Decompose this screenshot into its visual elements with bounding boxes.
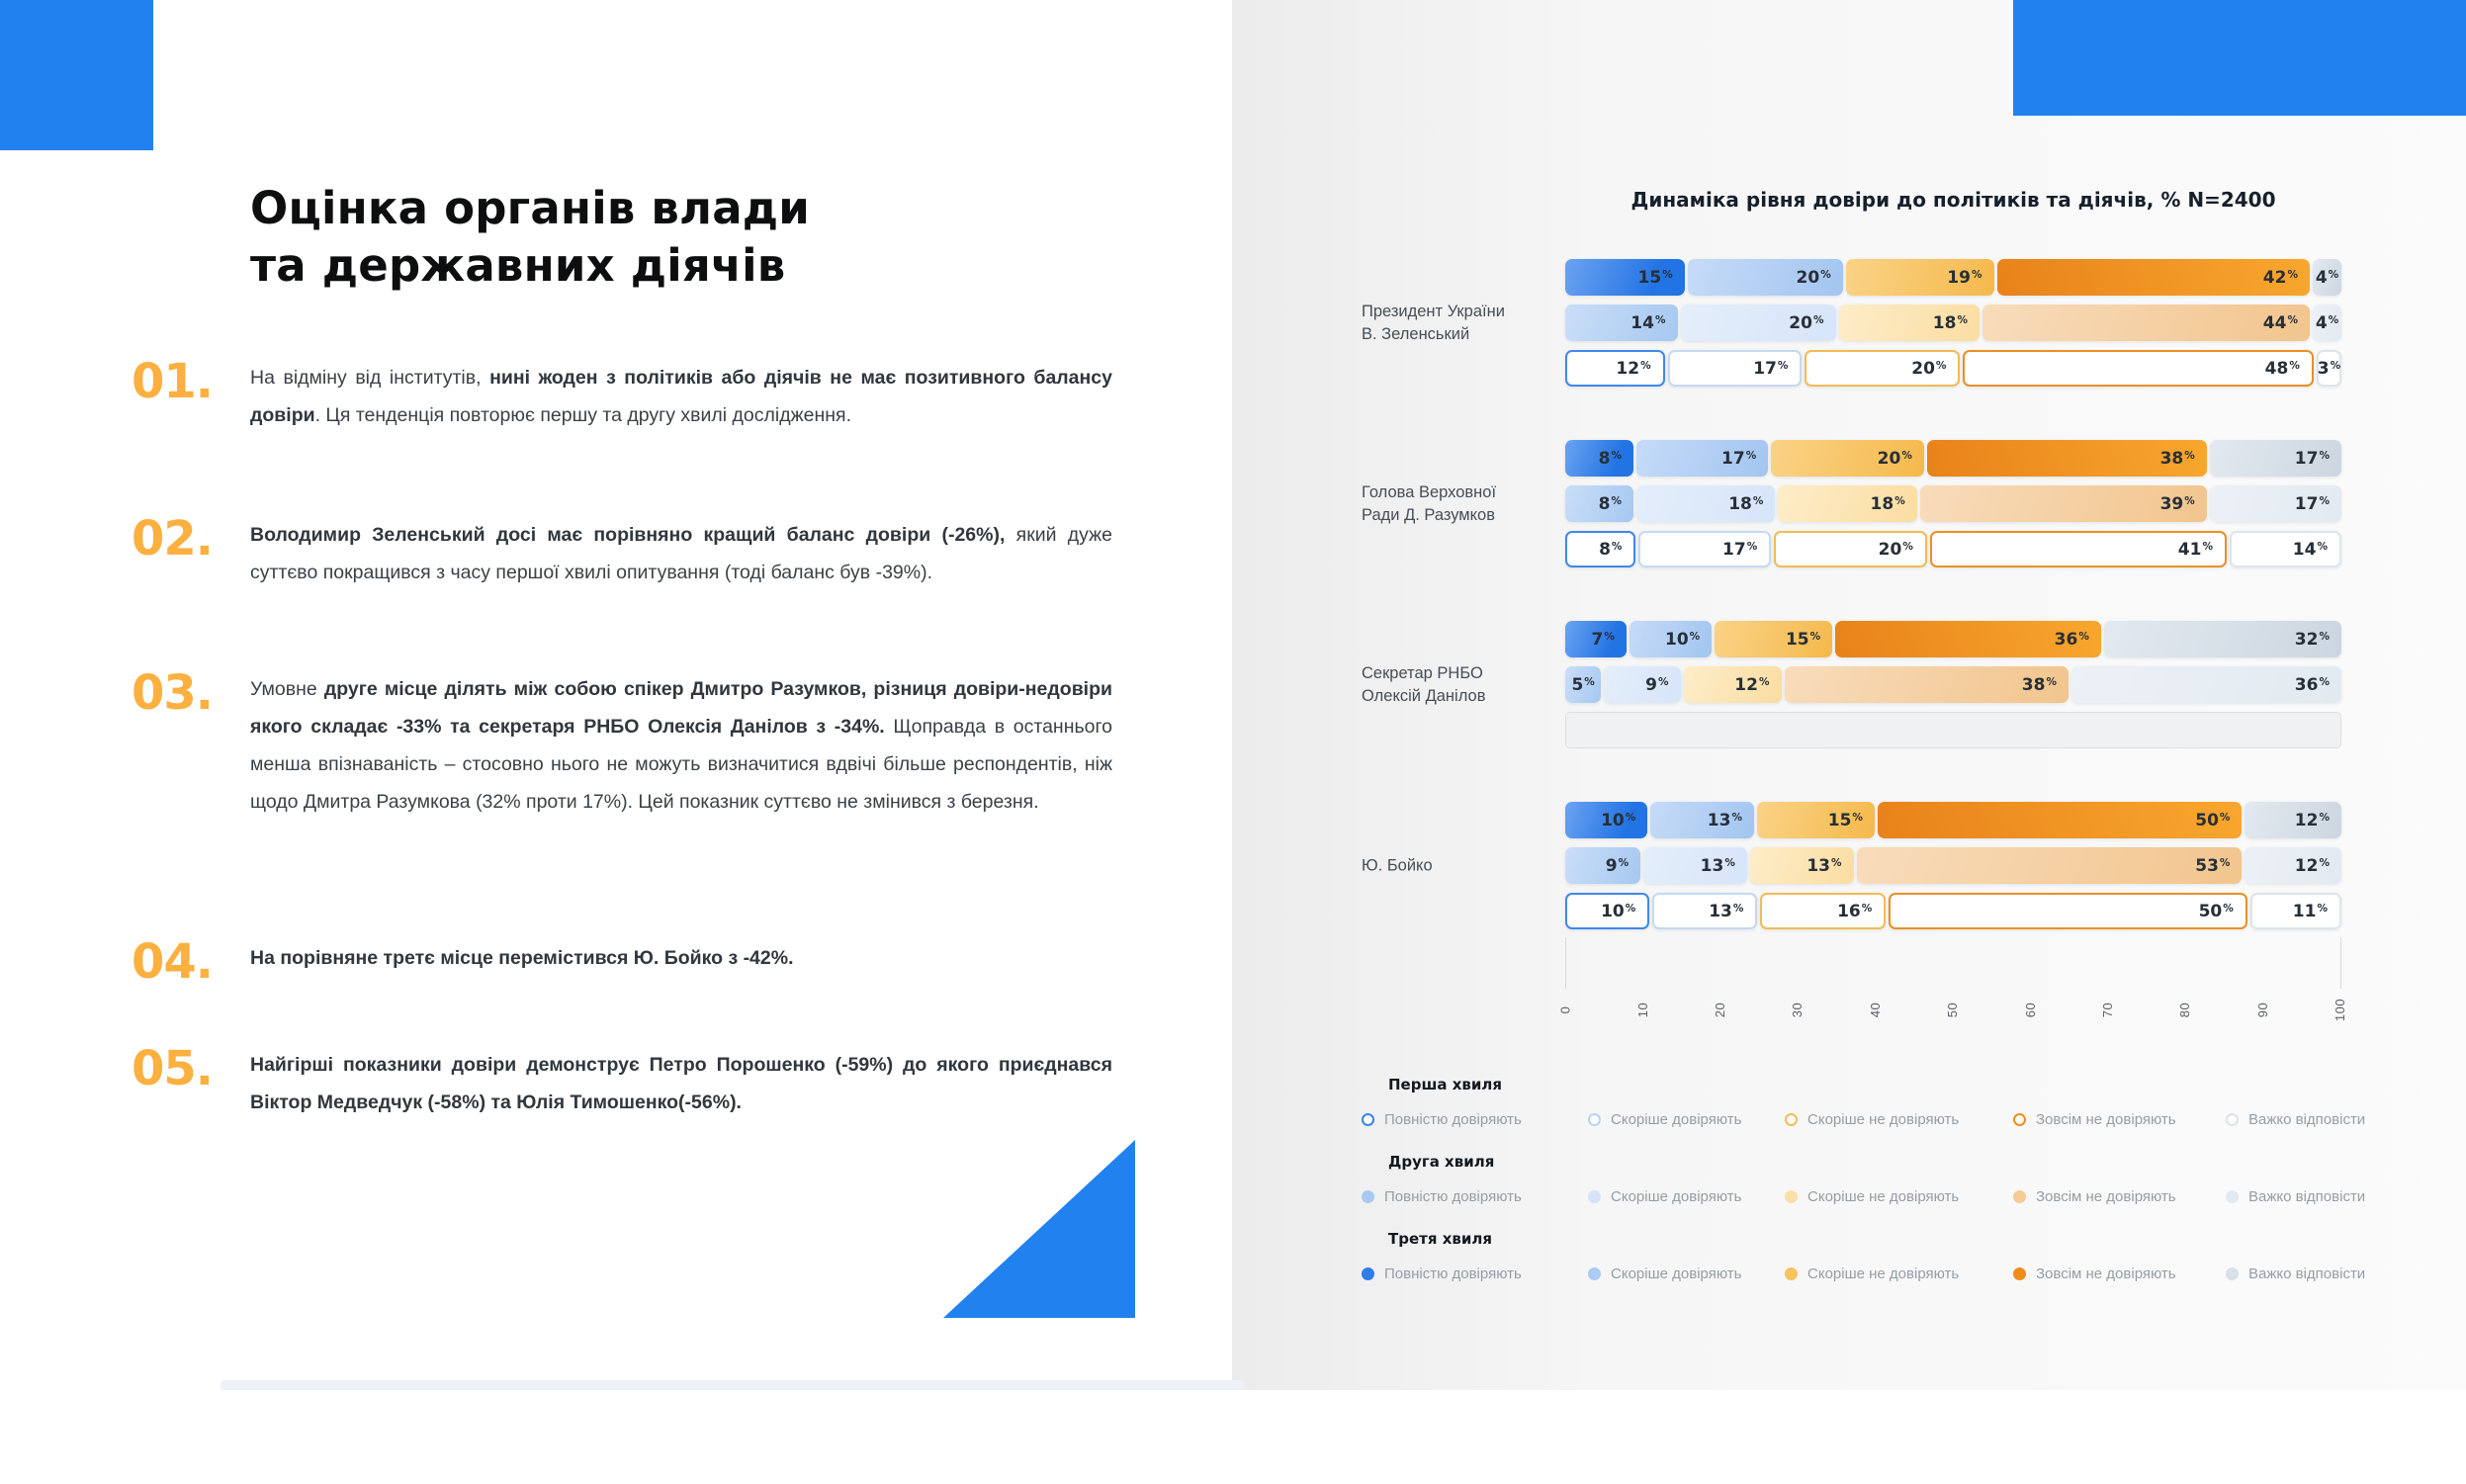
- bar-segment: [1565, 802, 1647, 838]
- bar-segment: [1565, 531, 1635, 567]
- x-axis-tick-label: 10: [1634, 1002, 1650, 1017]
- bar-value: 20%: [1796, 267, 1831, 288]
- chart-legend: [1362, 1076, 2410, 1307]
- bar-value: 13%: [1806, 855, 1842, 876]
- chart-group-rows: [1565, 259, 2341, 387]
- x-axis-tick-label: 40: [1868, 1002, 1884, 1017]
- text-segment: На відміну від інститутів,: [250, 367, 490, 389]
- bar-segment: [1774, 531, 1927, 567]
- bar-row-first-wave: [1565, 893, 2341, 929]
- bar-value: 15%: [1827, 810, 1863, 830]
- legend-swatch-icon: [2013, 1267, 2026, 1280]
- bar-value: 50%: [2198, 901, 2234, 921]
- legend-swatch-icon: [1362, 1267, 1374, 1280]
- bar-segment: [1757, 802, 1875, 838]
- bar-value: 20%: [1911, 358, 1947, 379]
- bar-row-third-wave: [1565, 440, 2341, 477]
- legend-item: [2013, 1188, 2176, 1205]
- bar-segment: [1565, 259, 1685, 296]
- text-segment: друге місце ділять між собою спікер Дмитро Разумков, різниця довіри-недовіри якого складає -33% та секретаря РНБО Олексія Данілов з -34%.: [250, 678, 1112, 738]
- legend-label: Зовсім не довіряють: [2036, 1188, 2176, 1205]
- bar-segment: [1835, 621, 2101, 657]
- bar-value: 11%: [2292, 901, 2328, 921]
- bar-value: 15%: [1637, 267, 1673, 288]
- legend-swatch-icon: [1588, 1267, 1601, 1280]
- bar-value: 5%: [1571, 674, 1595, 695]
- bar-value: 38%: [2159, 448, 2195, 469]
- x-axis-tick: [1545, 987, 1585, 1032]
- text-segment: Найгірші показники довіри демонструє Петро Порошенко (-59%) до якого приєднався Віктор Медведчук (-58%) та Юлія Тимошенко(-56%).: [250, 1054, 1112, 1113]
- point-01: [132, 354, 1115, 434]
- legend-item: [2013, 1266, 2176, 1282]
- x-axis-tick: [2165, 987, 2205, 1032]
- plot-right-edge-line: [2340, 937, 2341, 989]
- chart-group-label-line: Секретар РНБО: [1362, 663, 1483, 682]
- x-axis-tick-label: 60: [2022, 1002, 2038, 1017]
- legend-label: Скоріше не довіряють: [1807, 1111, 1960, 1128]
- bar-value: 50%: [2195, 810, 2231, 830]
- legend-swatch-icon: [1362, 1190, 1374, 1203]
- decor-blue-triangle: [943, 1140, 1135, 1318]
- legend-swatch-icon: [1588, 1113, 1601, 1126]
- x-axis-tick: [1856, 987, 1895, 1032]
- x-axis-tick-label: 80: [2177, 1002, 2193, 1017]
- x-axis-tick-label: 90: [2255, 1002, 2271, 1017]
- chart-group: [1362, 440, 2350, 567]
- text-segment: Умовне: [250, 678, 324, 700]
- chart-group-rows: [1565, 621, 2341, 748]
- legend-label: Зовсім не довіряють: [2036, 1111, 2176, 1128]
- x-axis-tick: [1933, 987, 1973, 1032]
- text-segment: . Ця тенденція повторює першу та другу хвилі дослідження.: [314, 404, 852, 426]
- bar-value: 19%: [1947, 267, 1982, 288]
- bar-segment: [2071, 666, 2341, 703]
- text-segment: Володимир Зеленський досі має порівняно кращий баланс довіри (-26%),: [250, 524, 1006, 546]
- bar-segment: [1805, 350, 1960, 387]
- bar-row-third-wave: [1565, 259, 2341, 296]
- chart-group-label-line: Олексій Данілов: [1362, 686, 1486, 705]
- point-01-text: [250, 359, 1112, 434]
- bar-segment: [1927, 440, 2207, 477]
- legend-label: Важко відповісти: [2248, 1266, 2366, 1282]
- bar-segment: [1638, 531, 1771, 567]
- bar-value: 17%: [2294, 448, 2330, 469]
- chart-group-label-line: Президент України: [1362, 302, 1505, 320]
- point-05-number: 05.: [132, 1041, 214, 1096]
- x-axis-tick-label: 50: [1945, 1002, 1961, 1017]
- bar-segment: [2104, 621, 2341, 657]
- point-02: [132, 511, 1115, 591]
- legend-label: Повністю довіряють: [1384, 1111, 1522, 1128]
- page-title: [250, 180, 942, 295]
- page-title-line-1: Оцінка органів влади: [250, 182, 811, 234]
- bar-value: 17%: [1753, 358, 1789, 379]
- legend-item: [2013, 1111, 2176, 1128]
- bar-segment: [1889, 893, 2247, 929]
- bar-segment: [1668, 350, 1803, 387]
- bar-row-third-wave: [1565, 802, 2341, 838]
- bar-segment: [1636, 485, 1775, 522]
- x-axis-tick-label: 30: [1790, 1002, 1805, 1017]
- legend-label: Зовсім не довіряють: [2036, 1266, 2176, 1282]
- legend-label: Повністю довіряють: [1384, 1188, 1522, 1205]
- point-05: [132, 1041, 1115, 1121]
- x-axis-tick-label: 100: [2333, 998, 2348, 1021]
- legend-row: [1362, 1111, 2410, 1131]
- bar-value: 7%: [1591, 629, 1615, 650]
- bar-segment: [1785, 666, 2070, 703]
- bar-segment: [1684, 666, 1782, 703]
- x-axis-tick: [2321, 987, 2360, 1032]
- point-02-number: 02.: [132, 511, 214, 567]
- bar-value: 41%: [2177, 539, 2213, 560]
- bar-value: 13%: [1709, 901, 1744, 921]
- bar-value: 44%: [2262, 312, 2298, 333]
- chart-group-label-line: В. Зеленський: [1362, 324, 1470, 343]
- legend-label: Скоріше довіряють: [1611, 1266, 1742, 1282]
- bar-row-second-wave: [1565, 666, 2341, 703]
- bar-value: 53%: [2195, 855, 2231, 876]
- bar-segment: [1930, 531, 2227, 567]
- chart-group-rows: [1565, 440, 2341, 567]
- legend-swatch-icon: [1785, 1190, 1798, 1203]
- bar-segment: [2245, 847, 2341, 884]
- bar-value: 17%: [1722, 539, 1758, 560]
- text-segment: нині жоден з політиків або діячів не має позитивного балансу довіри: [250, 367, 1112, 426]
- trust-bar-chart: [1362, 259, 2350, 929]
- bar-value: 18%: [1728, 493, 1764, 514]
- point-05-text: [250, 1046, 1112, 1121]
- legend-swatch-icon: [2013, 1113, 2026, 1126]
- bar-value: 10%: [1665, 629, 1701, 650]
- bar-segment: [2210, 485, 2341, 522]
- legend-label: Важко відповісти: [2248, 1188, 2366, 1205]
- bar-row-second-wave: [1565, 847, 2341, 884]
- legend-label: Скоріше довіряють: [1611, 1188, 1742, 1205]
- chart-group-rows: [1565, 802, 2341, 929]
- decor-bottom-strip: [220, 1380, 1244, 1390]
- legend-label: Скоріше довіряють: [1611, 1111, 1742, 1128]
- bar-value: 8%: [1598, 493, 1623, 514]
- legend-item: [1785, 1266, 1959, 1282]
- x-axis-tick: [2010, 987, 2050, 1032]
- bar-segment: [1565, 666, 1601, 703]
- decor-blue-square: [0, 0, 153, 150]
- point-03: [132, 665, 1115, 821]
- chart-group: [1362, 621, 2350, 748]
- legend-swatch-icon: [2013, 1190, 2026, 1203]
- point-04-number: 04.: [132, 934, 214, 990]
- legend-item: [2226, 1111, 2365, 1128]
- text-segment: На порівняне третє місце перемістився Ю. Бойко з -42%.: [250, 947, 794, 969]
- bar-value: 48%: [2264, 358, 2300, 379]
- bar-segment: [2317, 350, 2341, 387]
- bar-value: 8%: [1598, 448, 1623, 469]
- bar-segment: [1771, 440, 1924, 477]
- bar-segment: [1750, 847, 1854, 884]
- text-segment: який дуже суттєво покращився з часу першої хвилі опитування (тоді баланс був -39%).: [250, 524, 1112, 583]
- bar-row-first-wave: [1565, 531, 2341, 567]
- chart-group-label: [1362, 854, 1555, 877]
- legend-item: [1362, 1188, 1522, 1205]
- legend-label: Важко відповісти: [2248, 1111, 2366, 1128]
- bar-value: 14%: [2292, 539, 2328, 560]
- bar-value: 12%: [2294, 810, 2330, 830]
- legend-row: [1362, 1188, 2410, 1208]
- legend-item: [1588, 1111, 1741, 1128]
- bar-segment: [1963, 350, 2313, 387]
- legend-swatch-icon: [2226, 1190, 2239, 1203]
- decor-dots-bottom: [133, 1172, 215, 1484]
- bar-segment: [1846, 259, 1994, 296]
- bar-segment: [1650, 802, 1754, 838]
- bar-value: 14%: [1630, 312, 1666, 333]
- legend-item: [1362, 1266, 1522, 1282]
- bar-segment: [1565, 440, 1633, 477]
- legend-item: [1785, 1188, 1959, 1205]
- x-axis-tick-label: 70: [2100, 1002, 2116, 1017]
- bar-segment: [2230, 531, 2341, 567]
- legend-item: [1785, 1111, 1959, 1128]
- bar-segment: [1688, 259, 1843, 296]
- bar-segment: [2313, 305, 2341, 341]
- bar-segment: [1643, 847, 1747, 884]
- chart-group: [1362, 802, 2350, 929]
- bar-value: 42%: [2262, 267, 2298, 288]
- bar-value: 4%: [2315, 267, 2339, 288]
- legend-swatch-icon: [1588, 1190, 1601, 1203]
- point-03-number: 03.: [132, 665, 214, 721]
- bar-value: 13%: [1707, 810, 1742, 830]
- bar-value: 9%: [1645, 674, 1669, 695]
- bar-value: 12%: [1734, 674, 1770, 695]
- bar-value: 3%: [2317, 358, 2341, 379]
- legend-swatch-icon: [2226, 1267, 2239, 1280]
- text-segment: Щоправда в останнього менша впізнаваність – стосовно нього не можуть визначитися вдвічі більше респондентів, ніж щодо Дмитра Разумкова (32% проти 17%). Цей показник суттєво не змінився з березня.: [250, 716, 1113, 813]
- x-axis-tick: [2244, 987, 2283, 1032]
- bar-value: 10%: [1601, 901, 1636, 921]
- bar-segment: [1839, 305, 1981, 341]
- chart-group-label: [1362, 301, 1555, 346]
- bar-row-second-wave: [1565, 305, 2341, 341]
- bar-value: 38%: [2021, 674, 2057, 695]
- legend-label: Скоріше не довіряють: [1807, 1266, 1960, 1282]
- bar-value: 16%: [1837, 901, 1873, 921]
- point-02-text: [250, 516, 1112, 591]
- bar-value: 10%: [1601, 810, 1636, 830]
- bar-value: 20%: [1877, 448, 1912, 469]
- x-axis: [1557, 987, 2348, 1032]
- legend-wave-header: Перша хвиля: [1388, 1076, 1503, 1093]
- point-04-text: [250, 939, 1112, 977]
- legend-swatch-icon: [2226, 1113, 2239, 1126]
- bar-value: 12%: [1616, 358, 1651, 379]
- bar-row-second-wave: [1565, 485, 2341, 522]
- legend-swatch-icon: [1785, 1113, 1798, 1126]
- chart-title: Динаміка рівня довіри до політиків та діячів, % N=2400: [1630, 188, 2276, 212]
- plot-left-edge-line: [1565, 937, 1566, 989]
- bar-segment: [2250, 893, 2341, 929]
- chart-group-label-line: Голова Верховної: [1362, 482, 1497, 501]
- bar-segment: [1565, 305, 1678, 341]
- bar-value: 36%: [2054, 629, 2089, 650]
- bar-row-first-wave: [1565, 350, 2341, 387]
- bar-segment: [2210, 440, 2341, 477]
- bar-segment: [1604, 666, 1680, 703]
- bar-segment: [2313, 259, 2341, 296]
- legend-item: [1362, 1111, 1522, 1128]
- legend-item: [1588, 1266, 1741, 1282]
- bar-value: 32%: [2294, 629, 2330, 650]
- bar-value: 18%: [1932, 312, 1968, 333]
- decor-dots-top: [1281, 20, 1509, 113]
- bar-value: 36%: [2294, 674, 2330, 695]
- decor-blue-rect-top-right: [2013, 0, 2466, 116]
- chart-group-label: [1362, 481, 1555, 527]
- bar-value: 39%: [2159, 493, 2195, 514]
- bar-value: 20%: [1789, 312, 1824, 333]
- legend-label: Повністю довіряють: [1384, 1266, 1522, 1282]
- bar-segment: [1565, 621, 1627, 657]
- x-axis-tick-label: 20: [1713, 1002, 1728, 1017]
- bar-value: 13%: [1700, 855, 1735, 876]
- bar-segment: [1715, 621, 1832, 657]
- x-axis-tick: [2088, 987, 2128, 1032]
- bar-segment: [1565, 893, 1649, 929]
- point-03-text: [250, 670, 1112, 821]
- bar-segment: [1920, 485, 2207, 522]
- bar-value: 12%: [2294, 855, 2330, 876]
- bar-segment: [1565, 485, 1633, 522]
- legend-label: Скоріше не довіряють: [1807, 1188, 1960, 1205]
- legend-wave-header: Третя хвиля: [1388, 1230, 1492, 1248]
- bar-row-empty: [1565, 712, 2341, 748]
- point-01-number: 01.: [132, 354, 214, 409]
- chart-group-label-line: Ради Д. Разумков: [1362, 505, 1495, 524]
- point-04: [132, 934, 1115, 990]
- bar-value: 15%: [1785, 629, 1821, 650]
- bar-segment: [1778, 485, 1916, 522]
- x-axis-tick: [1623, 987, 1662, 1032]
- x-axis-tick: [1778, 987, 1817, 1032]
- legend-row: [1362, 1266, 2410, 1285]
- legend-item: [2226, 1266, 2365, 1282]
- x-axis-tick-label: 0: [1557, 1005, 1573, 1013]
- bar-row-third-wave: [1565, 621, 2341, 657]
- legend-swatch-icon: [1362, 1113, 1374, 1126]
- bar-value: 17%: [2294, 493, 2330, 514]
- bar-value: 8%: [1599, 539, 1623, 560]
- legend-wave-header: Друга хвиля: [1388, 1153, 1495, 1171]
- bar-value: 20%: [1878, 539, 1913, 560]
- bar-segment: [1878, 802, 2243, 838]
- bar-segment: [1629, 621, 1712, 657]
- bar-segment: [1760, 893, 1886, 929]
- bar-value: 4%: [2315, 312, 2339, 333]
- bar-segment: [1652, 893, 1757, 929]
- bar-segment: [1636, 440, 1768, 477]
- bar-segment: [1857, 847, 2243, 884]
- bar-segment: [1982, 305, 2310, 341]
- bar-segment: [1997, 259, 2311, 296]
- chart-group-label: [1362, 662, 1555, 708]
- chart-group-label-line: Ю. Бойко: [1362, 856, 1433, 874]
- legend-item: [2226, 1188, 2365, 1205]
- bar-segment: [1565, 350, 1665, 387]
- page-title-line-2: та державних діячів: [250, 239, 786, 292]
- bar-segment: [1681, 305, 1836, 341]
- bar-value: 9%: [1605, 855, 1629, 876]
- bar-value: 17%: [1721, 448, 1757, 469]
- x-axis-tick: [1701, 987, 1740, 1032]
- legend-swatch-icon: [1785, 1267, 1798, 1280]
- bar-value: 18%: [1870, 493, 1905, 514]
- bar-segment: [1565, 847, 1640, 884]
- bar-segment: [2245, 802, 2341, 838]
- legend-item: [1588, 1188, 1741, 1205]
- chart-group: [1362, 259, 2350, 387]
